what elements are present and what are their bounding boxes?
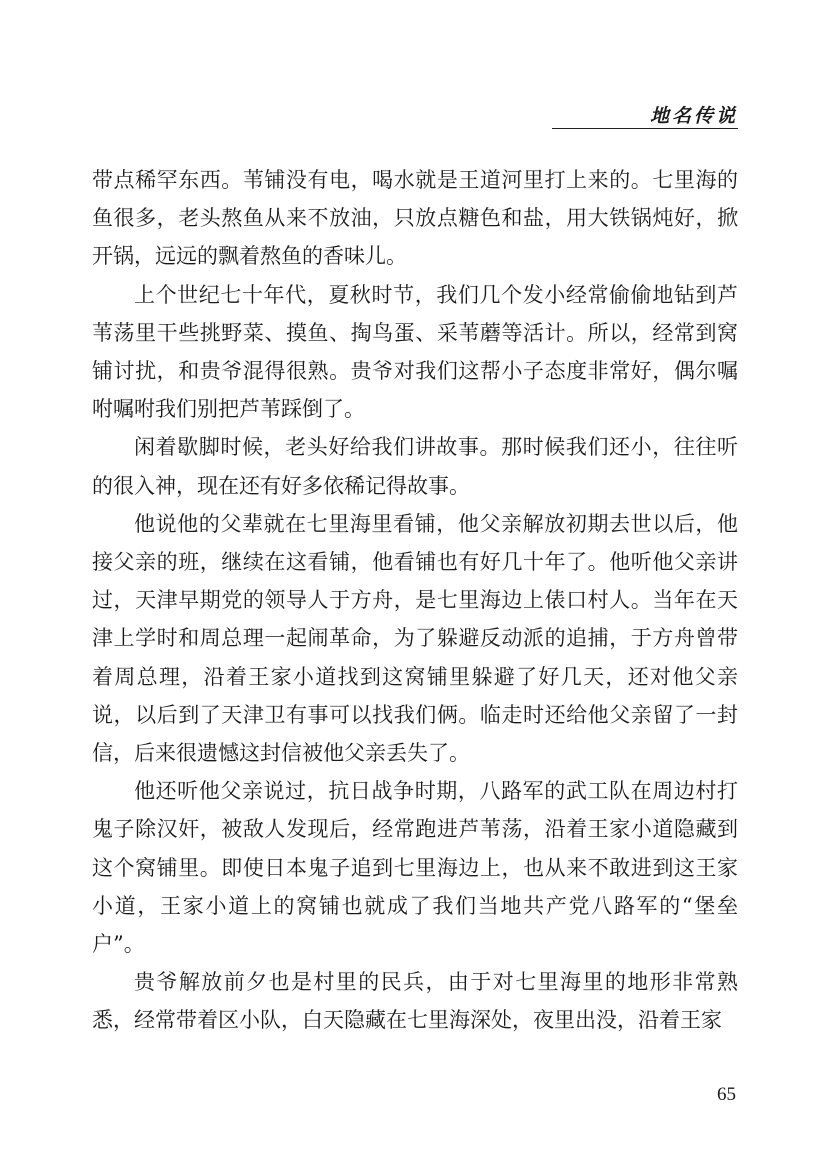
paragraph: 他说他的父辈就在七里海里看铺，他父亲解放初期去世以后，他接父亲的班，继续在这看铺，他看铺也有好几十年了。他听他父亲讲过，天津早期党的领导人于方舟，是七里海边上俵口村人。当年在天津上学时和周总理一起闹革命，为了躲避反动派的追捕，于方舟曾带着周总理，沿着王家小道找到这窝铺里躲避了好几天，还对他父亲说，以后到了天津卫有事可以找我们俩。临走时还给他父亲留了一封信，后来很遗憾这封信被他父亲丢失了。 <box>92 511 738 766</box>
paragraph: 带点稀罕东西。苇铺没有电，喝水就是王道河里打上来的。七里海的鱼很多，老头熬鱼从来不放油，只放点糖色和盐，用大铁锅炖好，掀开锅，远远的飘着熬鱼的香味儿。 <box>92 168 738 269</box>
page-number: 65 <box>717 1084 736 1105</box>
paragraph: 贵爷解放前夕也是村里的民兵，由于对七里海里的地形非常熟悉，经常带着区小队，白天隐藏在七里海深处，夜里出没，沿着王家 <box>92 970 738 1033</box>
running-header-title: 地名传说 <box>649 105 738 127</box>
body-text <box>92 161 738 1040</box>
header-rule <box>552 128 738 129</box>
paragraph: 闲着歇脚时候，老头好给我们讲故事。那时候我们还小，往往听的很入神，现在还有好多依稀记得故事。 <box>92 435 738 498</box>
paragraph: 他还听他父亲说过，抗日战争时期，八路军的武工队在周边村打鬼子除汉奸，被敌人发现后，经常跑进芦苇荡，沿着王家小道隐藏到这个窝铺里。即使日本鬼子追到七里海边上，也从来不敢进到这王家小道，王家小道上的窝铺也就成了我们当地共产党八路军的“堡垒户”。 <box>92 779 738 957</box>
paragraph: 上个世纪七十年代，夏秋时节，我们几个发小经常偷偷地钻到芦苇荡里干些挑野菜、摸鱼、掏鸟蛋、采苇蘑等活计。所以，经常到窝铺讨扰，和贵爷混得很熟。贵爷对我们这帮小子态度非常好，偶尔嘱咐嘱咐我们别把芦苇踩倒了。 <box>92 282 738 422</box>
